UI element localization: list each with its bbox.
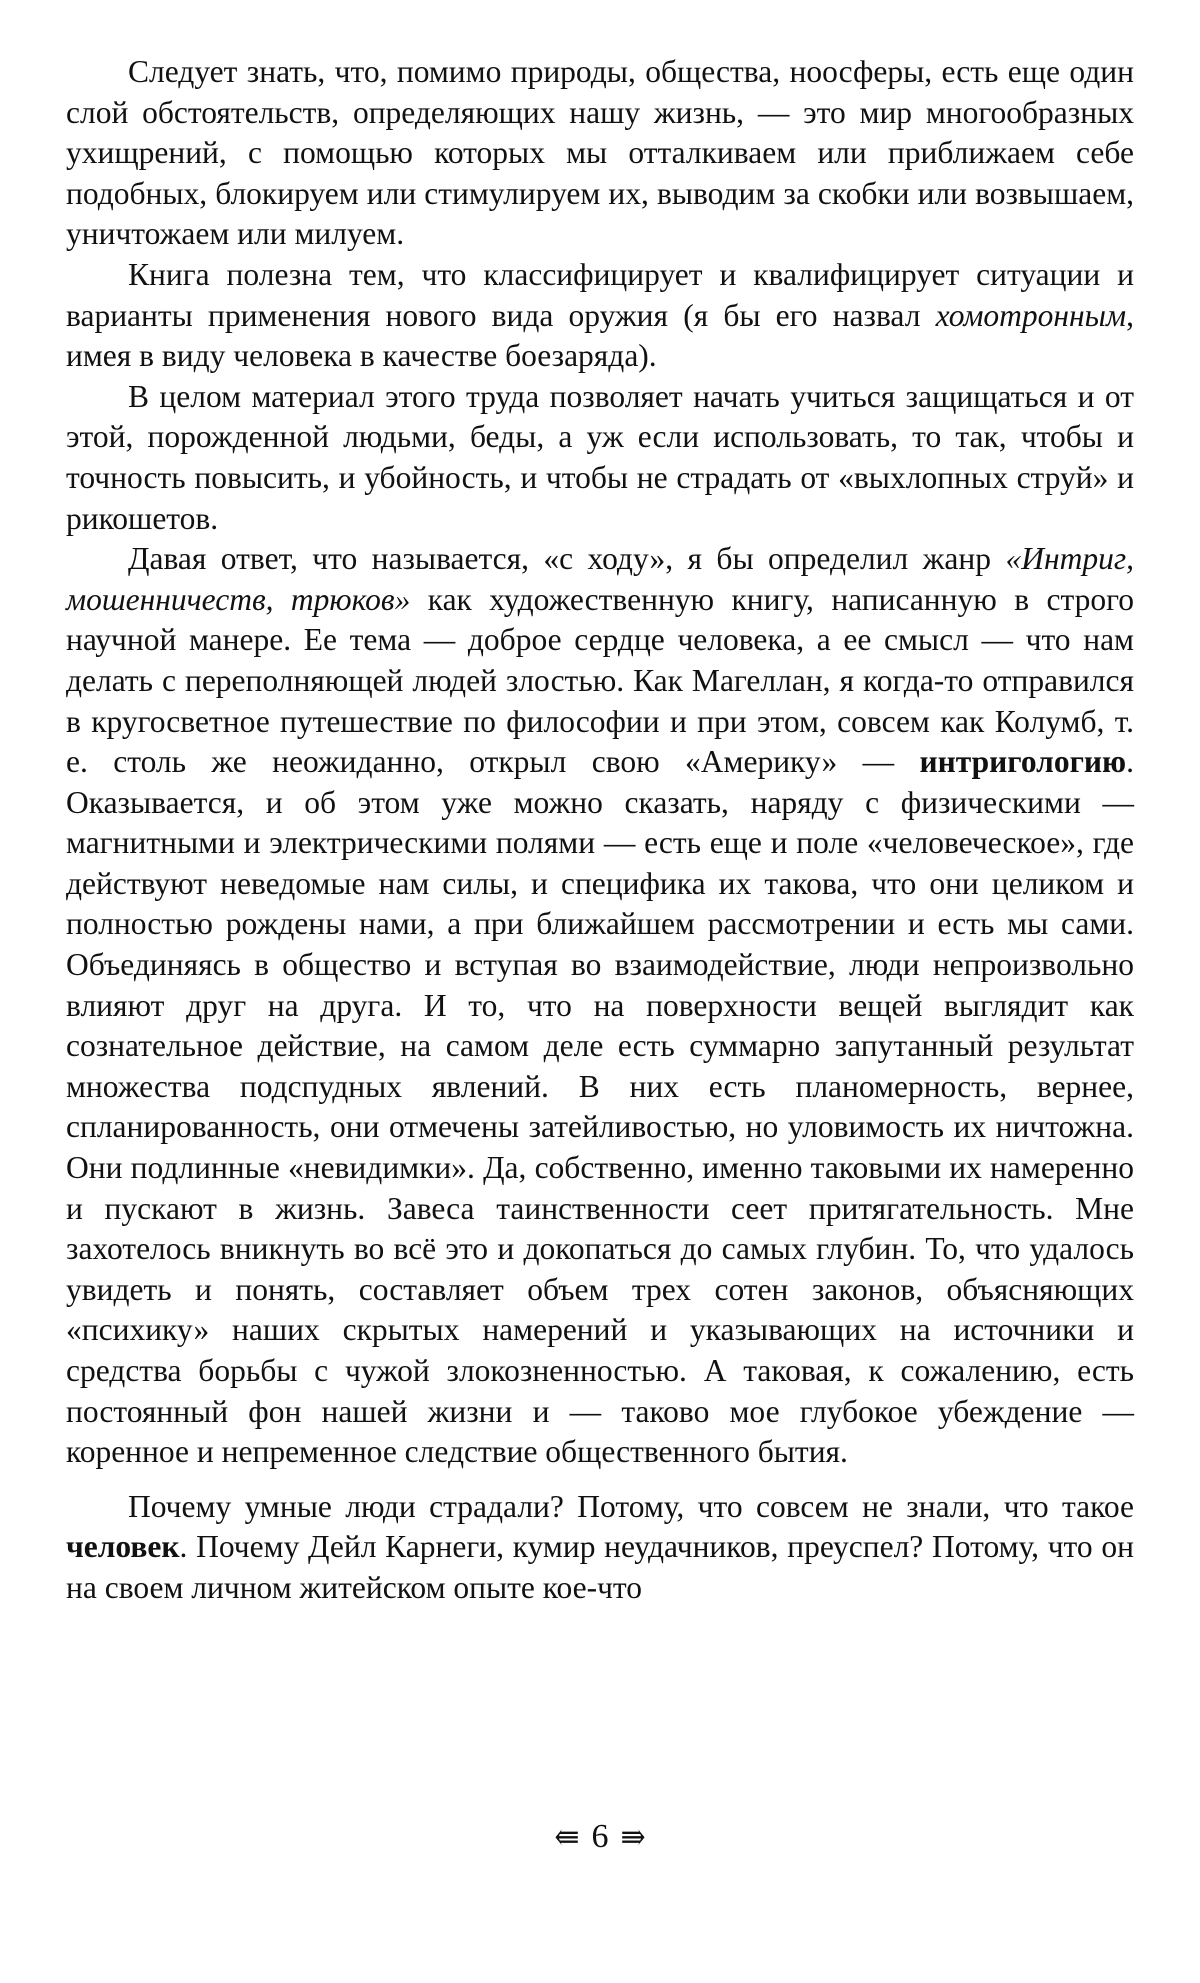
paragraph-5 [66, 1487, 1134, 1609]
paragraph-4-bold-term: интригологию [919, 744, 1127, 780]
paragraph-2-text-a: Книга полезна тем, что классифицирует и квалифицирует ситуации и варианты применения нового вида оружия (я бы его назвал [66, 256, 1134, 333]
left-arrow-icon: ⇚ [554, 1821, 580, 1854]
paragraph-4-text-e: . Оказывается, и об этом уже можно сказать, наряду с физическими — магнитными и электрическими полями — есть еще и поле «человеческое», где действуют неведомые нам силы, и специфика их такова, что они целиком и полностью рождены нами, а при ближайшем рассмотрении и есть мы сами. Объединяясь в общество и вступая во взаимодействие, люди непроизвольно влияют друг на друга. И то, что на поверхности вещей выглядит как сознательное действие, на самом деле есть суммарно запутанный результат множества подспудных явлений. В них есть планомерность, вернее, спланированность, они отмечены затейливостью, но уловимость их ничтожна. Они подлинные «невидимки». Да, собственно, именно таковыми их намеренно и пускают в жизнь. Завеса таинственности сеет притягательность. Мне захотелось вникнуть во всё это и докопаться до самых глубин. То, что удалось увидеть и понять, составляет объем трех сотен законов, объясняющих «психику» наших скрытых намерений и указывающих на источники и средства борьбы с чужой злокозненностью. А таковая, к сожалению, есть постоянный фон нашей жизни и — таково мое глубокое убеждение — коренное и непременное следствие общественного бытия. [66, 744, 1134, 1470]
paragraph-4-italic-genre: «Интриг, мошенничеств, трюков» [66, 541, 1134, 617]
paragraph-1 [66, 52, 1134, 255]
right-arrow-icon: ⇛ [620, 1821, 646, 1854]
paragraph-2-text-c: , имея в виду человека в качестве боезаряда). [66, 297, 1134, 374]
paragraph-2-italic-term: хомотронным [935, 297, 1127, 333]
paragraph-3-text: В целом материал этого труда позволяет начать учиться защищаться и от этой, порожденной людьми, беды, а уж если использовать, то так, чтобы и точность повысить, и убойность, и чтобы не страдать от «выхлопных струй» и рикошетов. [66, 378, 1134, 536]
page-footer [0, 1818, 1200, 1856]
paragraph-3 [66, 377, 1134, 539]
paragraph-4-text-c: как художественную книгу, написанную в строго научной манере. Ее тема — доброе сердце человека, а ее смысл — что нам делать с переполняющей людей злостью. Как Магеллан, я когда-то отправился в кругосветное путешествие по философии и при этом, совсем как Колумб, т. е. столь же неожиданно, открыл свою «Америку» — [66, 581, 1135, 780]
paragraph-5-bold-term: человек [66, 1529, 180, 1565]
paragraph-2 [66, 255, 1134, 377]
paragraph-4 [66, 539, 1134, 1473]
paragraph-1-text: Следует знать, что, помимо природы, общества, ноосферы, есть еще один слой обстоятельств, определяющих нашу жизнь, — это мир многообразных ухищрений, с помощью которых мы отталкиваем или приближаем себе подобных, блокируем или стимулируем их, выводим за скобки или возвышаем, уничтожаем или милуем. [66, 54, 1134, 252]
paragraph-4-text-a: Давая ответ, что называется, «с ходу», я бы определил жанр [128, 541, 1006, 577]
paragraph-5-text-c: . Почему Дейл Карнеги, кумир неудачников, преуспел? Потому, что он на своем личном житейском опыте кое-что [66, 1529, 1134, 1605]
page-number: 6 [591, 1818, 609, 1855]
paragraph-5-text-a: Почему умные люди страдали? Потому, что совсем не знали, что такое [128, 1488, 1134, 1524]
page-body [66, 52, 1134, 1609]
